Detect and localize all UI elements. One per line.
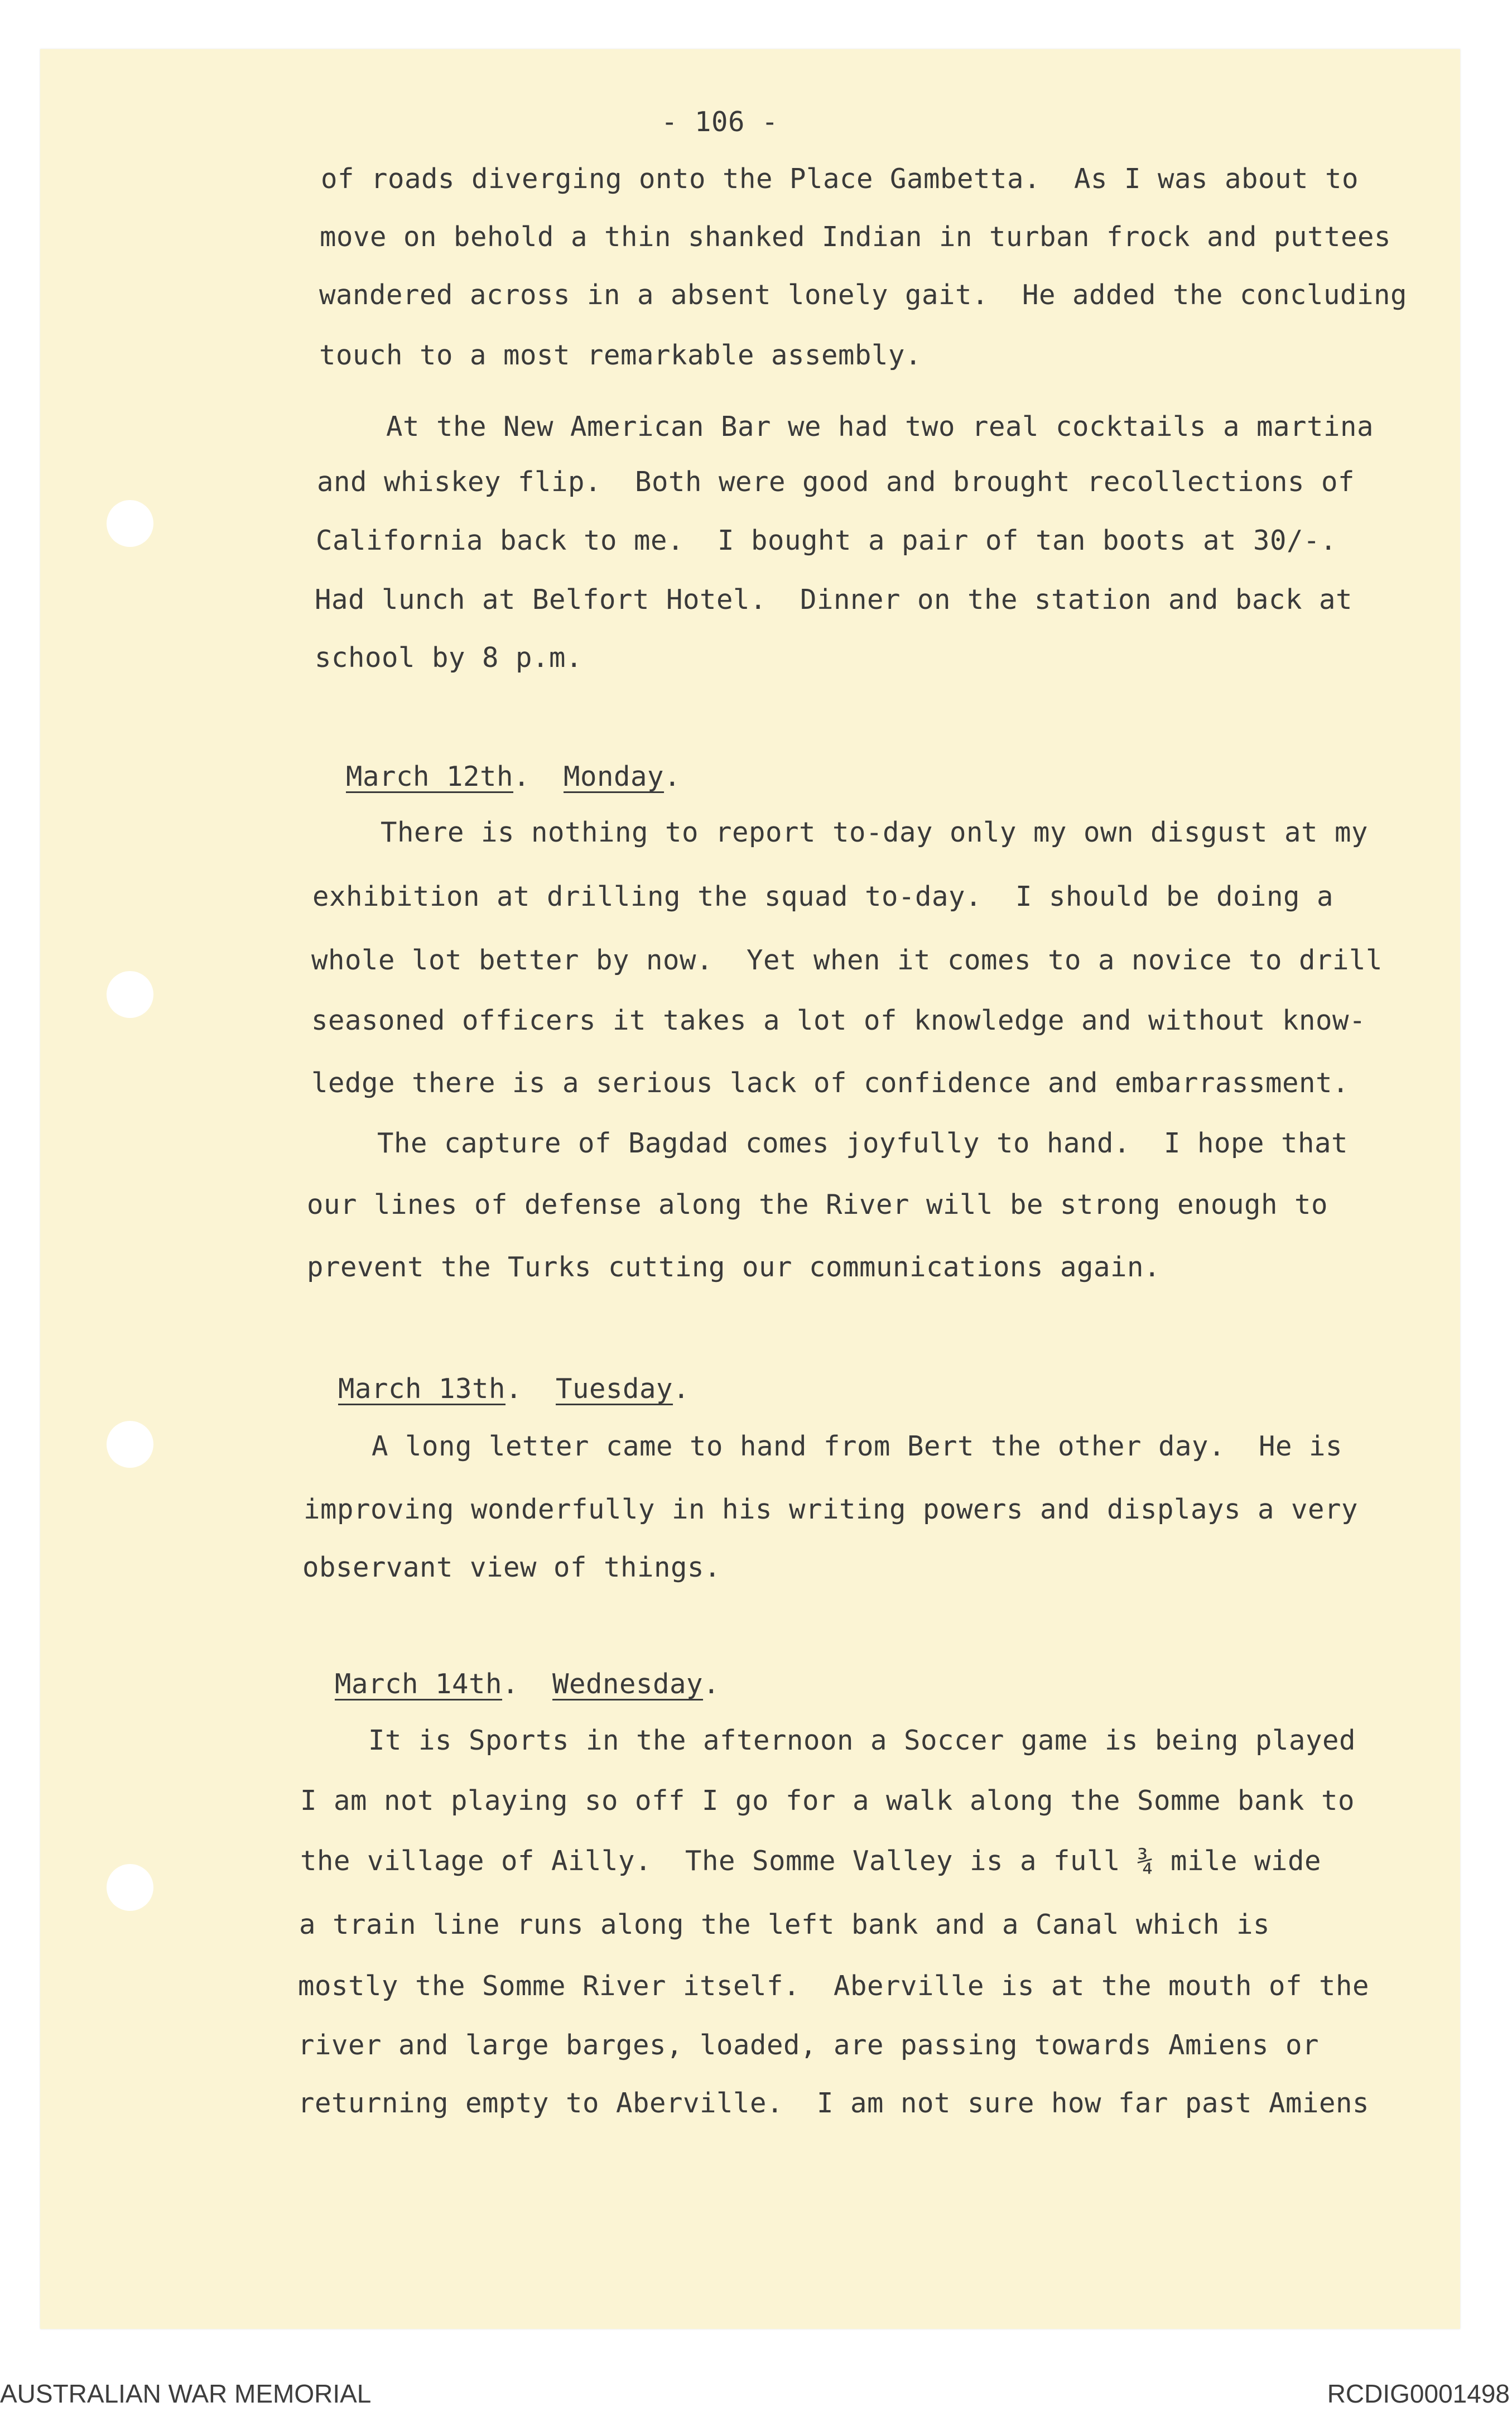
text-line: our lines of defense along the River will be strong enough to [307,1189,1328,1221]
text-line: the village of Ailly. The Somme Valley is a full ¾ mile wide [300,1845,1322,1877]
text-line: ledge there is a serious lack of confidence and embarrassment. [311,1067,1350,1099]
text-line: observant view of things. [302,1551,721,1583]
text-line: touch to a most remarkable assembly. [319,339,922,371]
text-line: school by 8 p.m. [315,642,583,674]
entry-heading: March 14th. Wednesday. [335,1668,720,1700]
heading-date: March 13th [338,1373,506,1405]
text-line: The capture of Bagdad comes joyfully to hand. I hope that [310,1127,1349,1159]
heading-day: Tuesday [556,1373,673,1405]
entry-heading: March 12th. Monday. [346,761,681,792]
text-line: It is Sports in the afternoon a Soccer game is being played [301,1725,1356,1756]
heading-date: March 12th [346,761,514,792]
text-line: mostly the Somme River itself. Aberville is at the mouth of the [298,1970,1370,2002]
text-line: A long letter came to hand from Bert the other day. He is [305,1430,1343,1462]
heading-date: March 14th [335,1668,503,1700]
heading-day: Monday [564,761,664,792]
punch-hole [107,1421,153,1468]
text-line: seasoned officers it takes a lot of knowledge and without know- [311,1005,1366,1036]
heading-day: Wednesday [552,1668,704,1700]
text-line: exhibition at drilling the squad to-day. I should be doing a [312,881,1334,912]
text-line: improving wonderfully in his writing powers and displays a very [304,1493,1359,1525]
text-line: Had lunch at Belfort Hotel. Dinner on the station and back at [315,584,1353,616]
text-line: I am not playing so off I go for a walk along the Somme bank to [300,1785,1355,1817]
text-line: move on behold a thin shanked Indian in turban frock and puttees [320,221,1391,253]
text-line: a train line runs along the left bank and a Canal which is [299,1909,1270,1940]
text-line: wandered across in a absent lonely gait. He added the concluding [319,279,1408,311]
text-line: returning empty to Aberville. I am not sure how far past Amiens [298,2087,1370,2119]
text-line: river and large barges, loaded, are passing towards Amiens or [298,2029,1320,2061]
text-line: of roads diverging onto the Place Gambetta. As I was about to [321,163,1359,195]
text-line: whole lot better by now. Yet when it comes to a novice to drill [311,944,1383,976]
text-line: There is nothing to report to-day only my own disgust at my [314,816,1369,848]
text-line: At the New American Bar we had two real cocktails a martina [319,411,1374,443]
footer-record-id: RCDIG0001498 [1327,2379,1510,2408]
footer-institution: AUSTRALIAN WAR MEMORIAL [0,2379,372,2408]
entry-heading: March 13th. Tuesday. [338,1373,690,1405]
text-line: prevent the Turks cutting our communications again. [307,1251,1161,1283]
page-number: - 106 - [661,106,779,138]
text-line: and whiskey flip. Both were good and brought recollections of [317,466,1355,498]
punch-hole [107,500,153,547]
punch-hole [107,971,153,1018]
text-line: California back to me. I bought a pair of tan boots at 30/-. [316,525,1337,556]
punch-hole [107,1864,153,1911]
